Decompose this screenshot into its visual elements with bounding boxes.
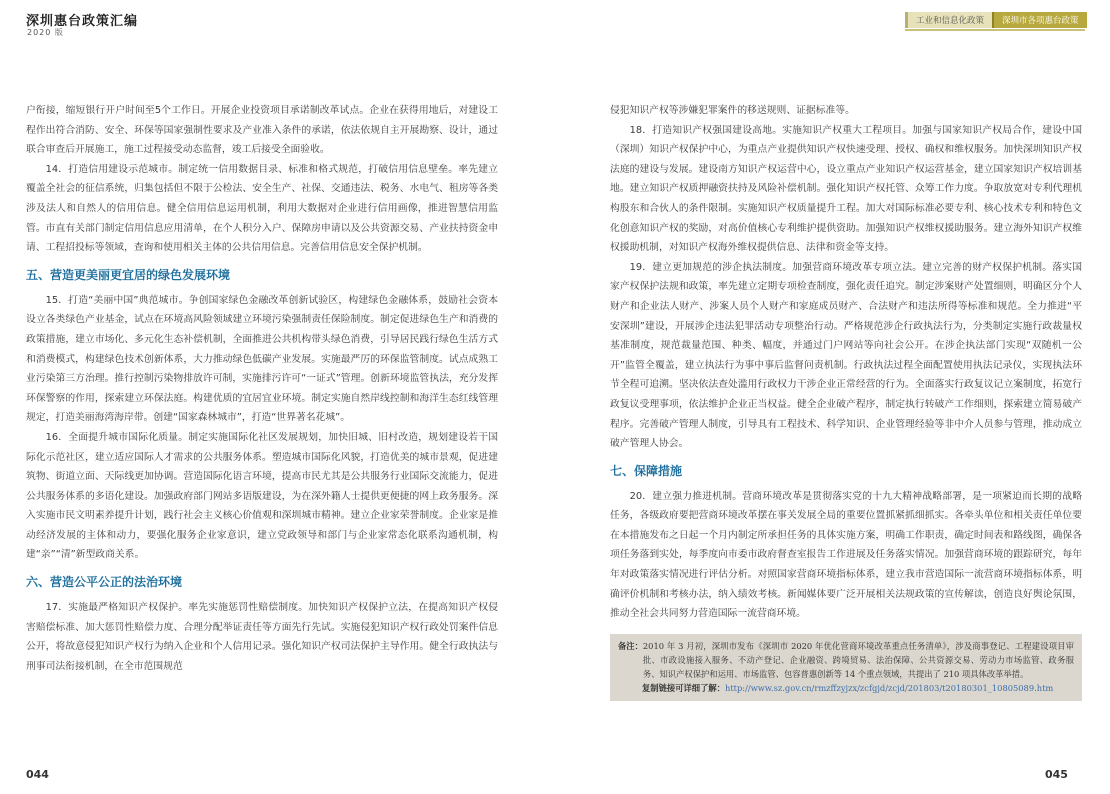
section-heading: 七、保障措施	[610, 463, 683, 478]
paragraph: 15．打造“美丽中国”典范城市。争创国家绿色金融改革创新试验区，构建绿色金融体系，鼓励社会资本设立各类绿色产业基金，试点在环境高风险领域建立环境污染强制责任保险制度。制定促进绿色生产和消费的政策措施，建立市场化、多元化生态补偿机制，全面推进公共机构带头绿色消费，引导居民践行绿色生活方式和消费模式，构建绿色技术创新体系，大力推动绿色低碳产业发展。实施最严厉的环保监管制度。试点成熟工业污染第三方治理。推行控制污染物排放许可制，实施排污许可“一证式”管理。创新环境监管执法，充分发挥环保警察的作用，探索建立环保法庭。构建优质的宜居宜业环境。制定实施自然岸线控制和海洋生态红线管理规定，打造美丽海湾海岸带。创建“国家森林城市”，打造“世界著名花城”。	[26, 294, 498, 424]
left-column	[26, 101, 498, 676]
paragraph: 18．打造知识产权强国建设高地。实施知识产权重大工程项目。加强与国家知识产权局合作，建设中国（深圳）知识产权保护中心，为重点产业提供知识产权快速受理、授权、确权和维权服务。加快深圳知识产权法庭的建设与发展。建设南方知识产权运营中心，设立重点产业知识产权运营基金，建立国家知识产权培训基地。建立知识产权质押融资扶持及风险补偿机制。强化知识产权托管、众筹工作力度。争取放宽对专利代理机构股东和合伙人的条件限制。实施知识产权质量提升工程。加大对国际标准必要专利、核心技术专利和特色文化创意知识产权的奖励，对高价值核心专利维护提供资助。加强知识产权维权援助服务。建立海外知识产权维权援助机制，对知识产权海外维权提供信息、法律和资金等支持。	[610, 124, 1082, 254]
paragraph: 20．建立强力推进机制。营商环境改革是贯彻落实党的十九大精神战略部署，是一项紧迫而长期的战略任务，各级政府要把营商环境改革摆在事关发展全局的重要位置抓紧抓细抓实。各牵头单位和相关责任单位要在本措施发布之日起一个月内制定所承担任务的具体实施方案，明确工作职责，确定时间表和路线图，确保各项任务落到实处，每季度向市委市政府督查室报告工作进展及任务落实情况。加强营商环境的跟踪研究，每年年对政策落实情况进行评估分析。对照国家营商环境指标体系，建立我市营造国际一流营商环境指标体系，明确评价机制和考核办法，纳入绩效考核。新闻媒体要广泛开展相关法规政策的宣传解读，创造良好舆论氛围，推动全社会共同努力营造国际一流营商环境。	[610, 490, 1082, 620]
note-text: 2010 年 3 月初，深圳市发布《深圳市 2020 年优化营商环境改革重点任务清单》，涉及商事登记、工程建设项目审批、市政设施接入服务、不动产登记、企业融资、跨境贸易、法治保障、公共资源交易、劳动力市场监管、政务服务、知识产权保护和运用、市场监管、包容普惠创新等 14 个重点领域，共提出了 210 项具体改革举措。	[642, 640, 1074, 679]
page-number-left: 044	[26, 768, 49, 781]
note-link[interactable]: http://www.sz.gov.cn/rmzffzyjzx/zcfgjd/zcjd/201803/t20180301_10805089.htm	[724, 682, 1054, 693]
paragraph: 16．全面提升城市国际化质量。制定实施国际化社区发展规划，加快旧城、旧村改造，规划建设若干国际化示范社区，建立适应国际人才需求的公共服务体系。塑造城市国际化风貌，打造优美的城市景观，促进建筑物、街道立面、天际线更加协调。营造国际化语言环境，提高市民尤其是公共服务行业国际交流能力，促进公共服务体系的多语化建设。加强政府部门网站多语版建设，为在深外籍人士提供更便捷的网上政务服务。深入实施市民文明素养提升计划，践行社会主义核心价值观和深圳城市精神。建立企业家荣誉制度。企业家是推动经济发展的主体和动力，要强化服务企业家意识，建立党政领导和部门与企业家常态化联系沟通机制，构建“亲”“清”新型政商关系。	[26, 431, 498, 561]
book-edition: 2020 版	[27, 28, 64, 37]
note-link-label: 复制链接可详细了解：	[642, 682, 725, 693]
paragraph: 17．实施最严格知识产权保护。率先实施惩罚性赔偿制度。加快知识产权保护立法，在提高知识产权侵害赔偿标准、加大惩罚性赔偿力度、合理分配举证责任等方面先行先试。实施侵犯知识产权行政处罚案件信息公开，将故意侵犯知识产权行为纳入企业和个人信用记录。强化知识产权司法保护主导作用。健全行政执法与刑事司法衔接机制，在全市范围规范	[26, 602, 498, 672]
tab-underline	[905, 29, 1085, 31]
paragraph: 14．打造信用建设示范城市。制定统一信用数据目录、标准和格式规范，打破信用信息壁垒。率先建立覆盖全社会的征信系统，归集包括但不限于公检法、安全生产、社保、交通违法、税务、水电气、租房等各类涉及法人和自然人的信用信息。健全信用信息运用机制，利用大数据对企业进行信用画像，推进智慧信用监管。市直有关部门制定信用信息应用清单，在个人积分入户、保障房申请以及公共资源交易、产业扶持资金申请、工程招投标等领域，查询和使用相关主体的公共信用信息。完善信用信息安全保护机制。	[26, 163, 498, 254]
note-box	[610, 634, 1082, 701]
paragraph: 19．建立更加规范的涉企执法制度。加强营商环境改革专项立法。建立完善的财产权保护机制。落实国家产权保护法规和政策，率先建立定期专项检查制度，强化责任追究。制定涉案财产处置细则，明确区分个人财产和企业法人财产、涉案人员个人财产和家庭成员财产、合法财产和违法所得等标准和规范。全力推进“平安深圳”建设，开展涉企违法犯罪活动专项整治行动。严格规范涉企行政执法行为，分类制定实施行政裁量权基准制度，规范裁量范围、种类、幅度，并通过门户网站等向社会公开。在涉企执法部门实现“双随机一公开”监管全覆盖，建立执法行为事中事后监督问责机制。行政执法过程全面配置使用执法记录仪，实现执法环节全程可追溯。坚决依法查处滥用行政权力干涉企业正常经营的行为。全面落实行政复议记立案制度，拓宽行政复议受理事项，依法维护企业正当权益。健全企业破产程序，制定执行转破产工作细则，探索建立简易破产程序。完善破产管理人制度，引导具有工程技术、科学知识、企业管理经验等非中介人员参与管理，推动成立破产管理人协会。	[610, 261, 1082, 450]
tab-shenzhen-taiwan-policy[interactable]: 深圳市各项惠台政策	[992, 12, 1087, 28]
note-label: 备注：	[618, 640, 643, 651]
paragraph: 侵犯知识产权等涉嫌犯罪案件的移送规则、证据标准等。	[610, 105, 855, 116]
section-heading: 六、营造公平公正的法治环境	[26, 575, 183, 590]
page-number-right: 045	[1045, 768, 1068, 781]
book-title: 深圳惠台政策汇编	[26, 14, 139, 29]
right-column	[610, 101, 1082, 701]
tab-industry-it-policy[interactable]: 工业和信息化政策	[905, 12, 992, 28]
section-heading: 五、营造更美丽更宜居的绿色发展环境	[26, 267, 231, 282]
paragraph: 户衔接，缩短银行开户时间至5个工作日。开展企业投资项目承诺制改革试点。企业在获得用地后，对建设工程作出符合消防、安全、环保等国家强制性要求及产业准入条件的承诺，依法依规自主开展勘察、设计，通过联合审查后开展施工，施工过程接受动态监督，竣工后接受全面验收。	[26, 105, 498, 156]
section-tabs	[905, 12, 1087, 28]
